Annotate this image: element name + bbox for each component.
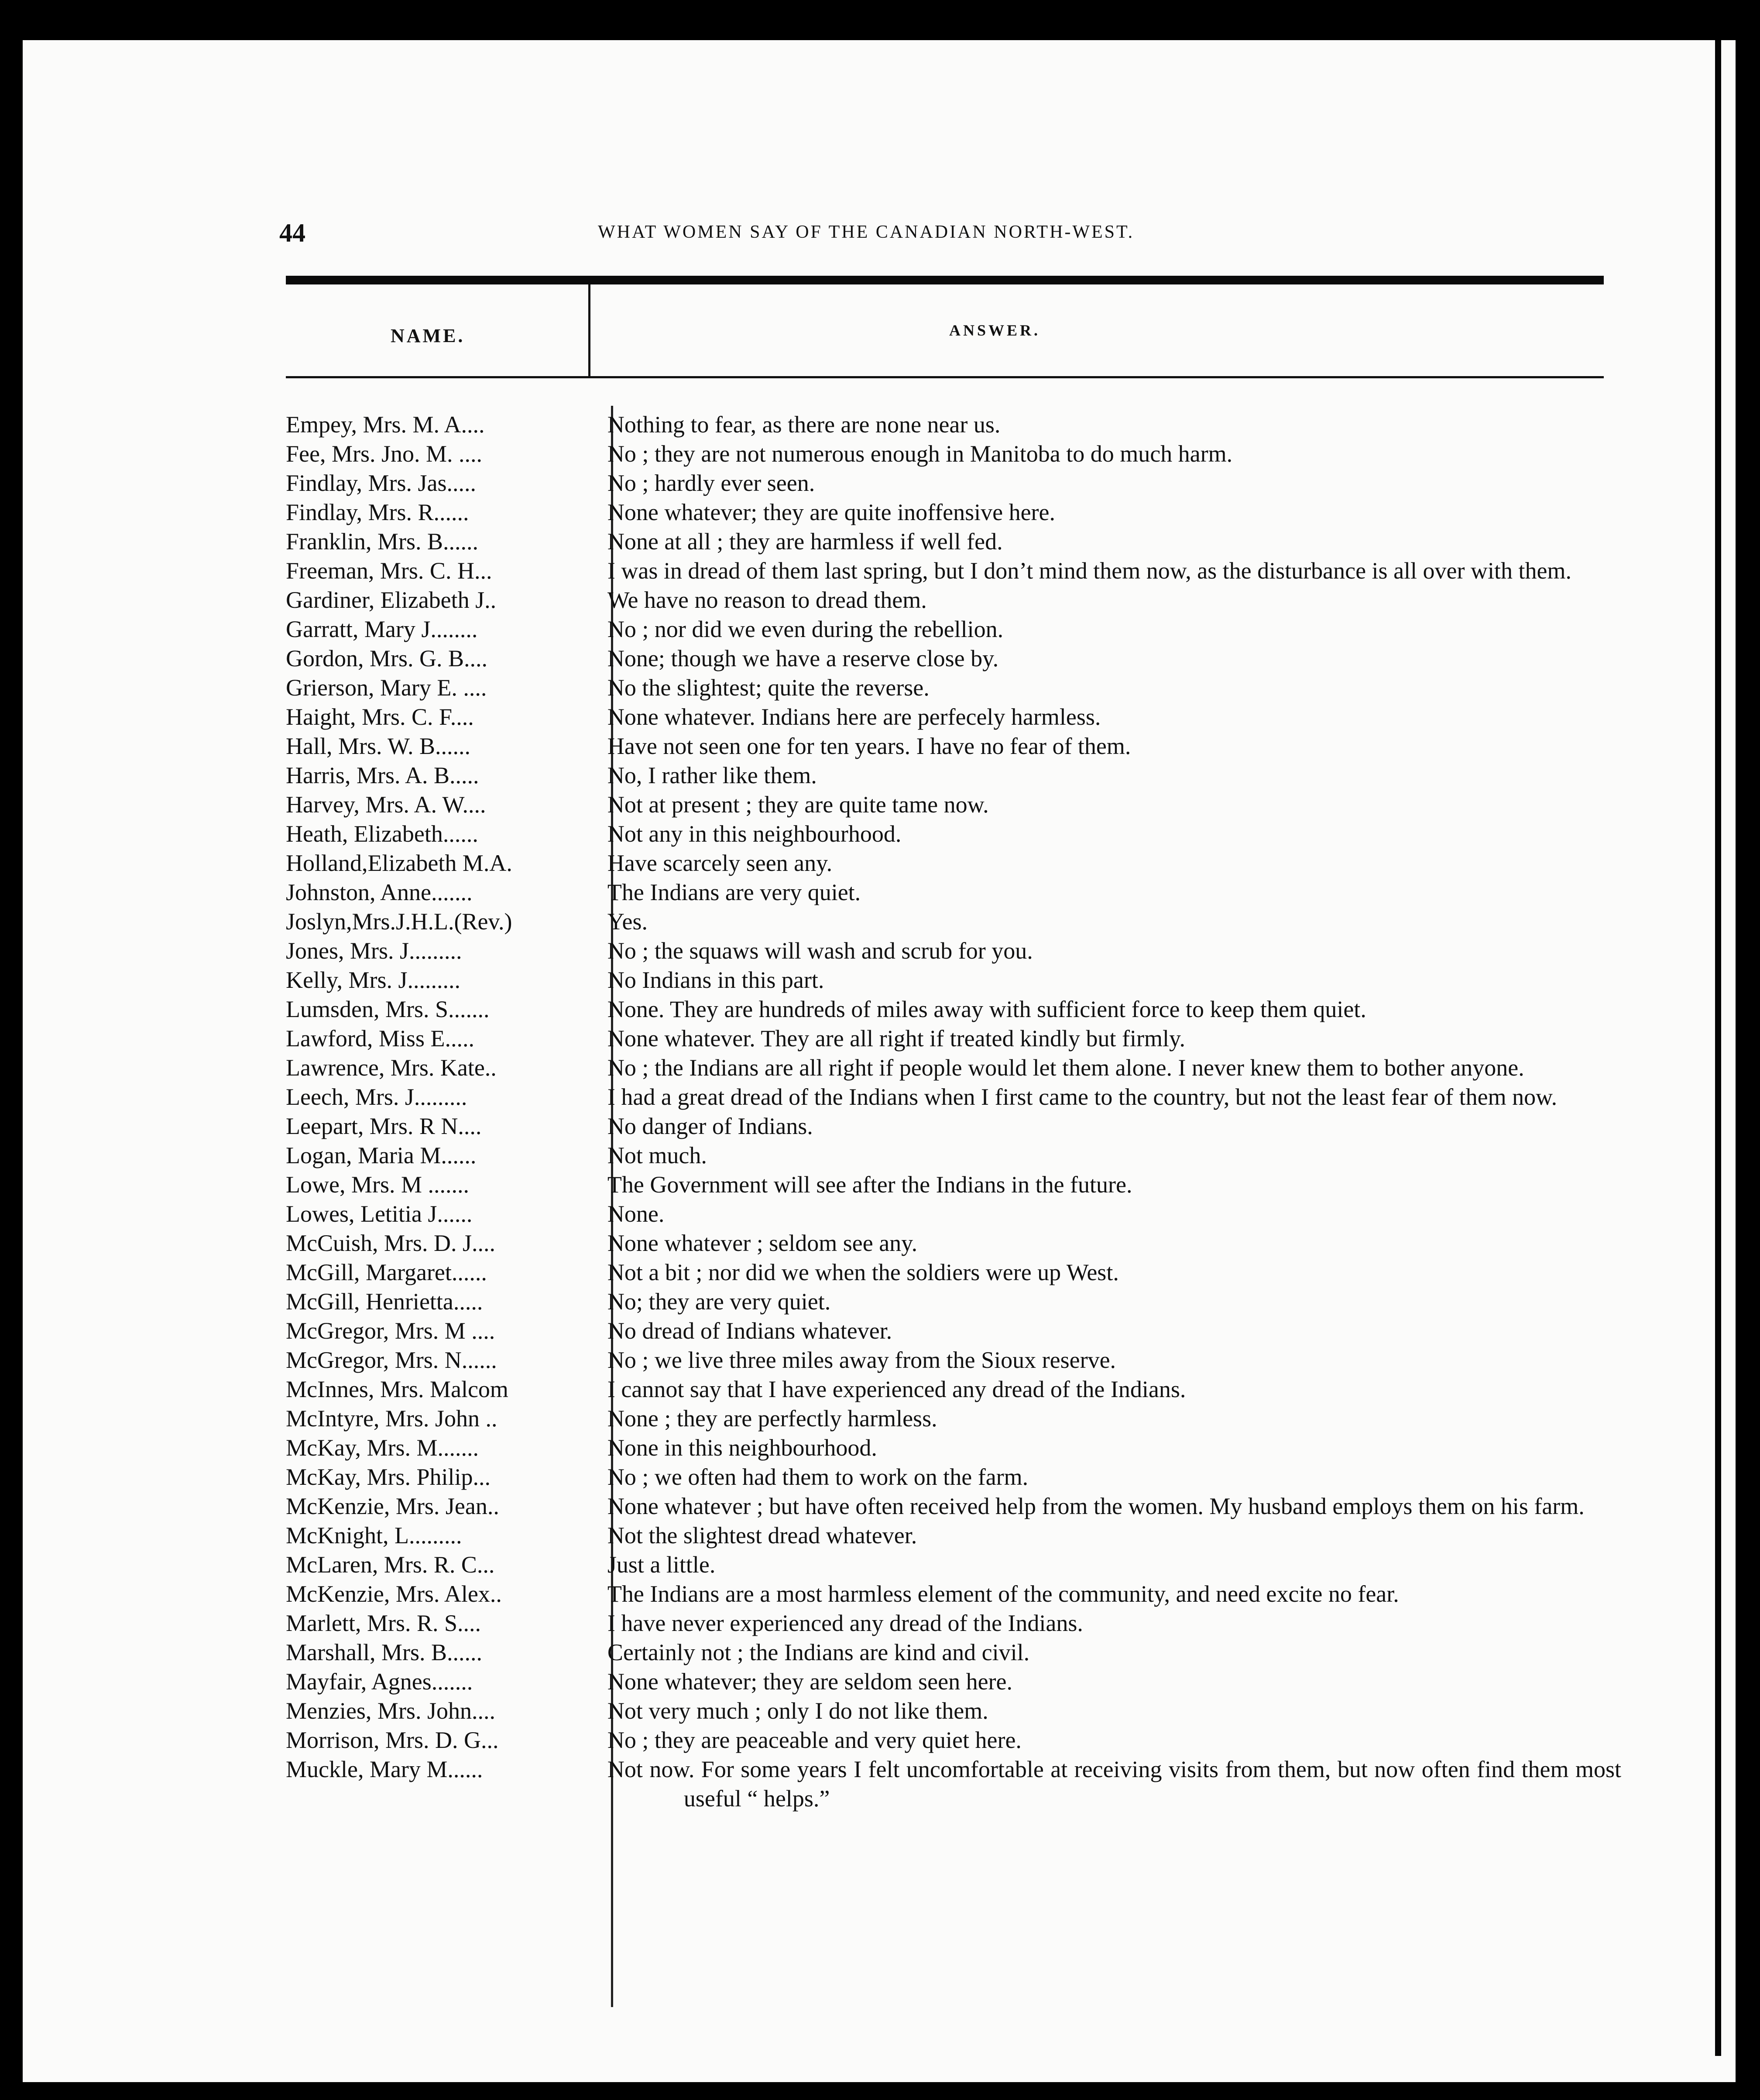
respondent-answer: The Indians are very quiet. [607, 879, 861, 905]
page-number: 44 [279, 219, 305, 247]
respondent-name: McKenzie, Mrs. Alex.. [286, 1581, 502, 1607]
respondent-answer: No ; we often had them to work on the farm. [607, 1464, 1029, 1490]
respondent-answer: Nothing to fear, as there are none near us. [607, 411, 1001, 438]
respondent-name: McInnes, Mrs. Malcom [286, 1376, 508, 1402]
respondent-answer: No danger of Indians. [607, 1113, 813, 1139]
table-row [286, 1170, 1621, 1199]
table-row [286, 1229, 1621, 1258]
respondent-name: McKay, Mrs. Philip... [286, 1464, 491, 1490]
respondent-answer: No the slightest; quite the reverse. [607, 675, 930, 701]
table-row [286, 1463, 1621, 1492]
table-row [286, 1521, 1621, 1550]
respondent-name: Lawford, Miss E..... [286, 1025, 474, 1052]
column-headings [286, 284, 1604, 378]
respondent-answer: I have never experienced any dread of the Indians. [607, 1610, 1083, 1636]
respondent-answer: None whatever. Indians here are perfecely harmless. [607, 704, 1101, 730]
respondent-answer: None in this neighbourhood. [607, 1435, 877, 1461]
respondent-name: Lawrence, Mrs. Kate.. [286, 1055, 497, 1081]
table-row [286, 1375, 1621, 1404]
table-row [286, 410, 1621, 439]
respondent-answer: Have not seen one for ten years. I have no fear of them. [607, 733, 1131, 759]
respondent-name: McKay, Mrs. M....... [286, 1435, 479, 1461]
respondent-name: McGregor, Mrs. M .... [286, 1318, 495, 1344]
respondent-answer: No ; they are not numerous enough in Manitoba to do much harm. [607, 441, 1233, 467]
table-row [286, 1492, 1621, 1521]
respondent-name: McKnight, L......... [286, 1522, 462, 1548]
respondent-answer: Not at present ; they are quite tame now. [607, 791, 989, 818]
respondent-answer: No ; they are peaceable and very quiet here. [607, 1727, 1022, 1753]
table-row [286, 673, 1621, 702]
respondent-answer: None at all ; they are harmless if well fed. [607, 528, 1003, 555]
respondent-name: Franklin, Mrs. B...... [286, 528, 479, 555]
respondent-answer: The Government will see after the Indians in the future. [607, 1172, 1132, 1198]
respondent-answer: Not the slightest dread whatever. [607, 1522, 917, 1548]
table-row [286, 1726, 1621, 1755]
respondent-name: McLaren, Mrs. R. C... [286, 1552, 495, 1578]
respondent-name: Harris, Mrs. A. B..... [286, 762, 479, 788]
table-row [286, 527, 1621, 556]
respondent-name: McGill, Henrietta..... [286, 1288, 483, 1315]
respondent-name: Johnston, Anne....... [286, 879, 473, 905]
column-heading-answer: ANSWER. [949, 322, 1041, 339]
respondent-answer: We have no reason to dread them. [607, 587, 927, 613]
respondent-answer: No Indians in this part. [607, 967, 824, 993]
table-row [286, 1024, 1621, 1053]
table-row [286, 439, 1621, 469]
respondent-answer: None whatever. They are all right if treated kindly but firmly. [607, 1025, 1185, 1052]
table-row [286, 1433, 1621, 1463]
respondent-answer: I was in dread of them last spring, but I don’t mind them now, as the disturbance is all over with them. [607, 558, 1571, 584]
table-row [286, 761, 1621, 790]
column-heading-name: NAME. [391, 325, 465, 346]
respondent-name: McGregor, Mrs. N...... [286, 1347, 497, 1373]
response-table [286, 410, 1621, 1813]
table-row [286, 1112, 1621, 1141]
respondent-name: Grierson, Mary E. .... [286, 675, 487, 701]
table-row [286, 702, 1621, 732]
respondent-answer: None whatever ; seldom see any. [607, 1230, 918, 1256]
respondent-name: Gardiner, Elizabeth J.. [286, 587, 497, 613]
respondent-answer: No ; the squaws will wash and scrub for you. [607, 938, 1033, 964]
respondent-name: Garratt, Mary J........ [286, 616, 478, 642]
running-head: WHAT WOMEN SAY OF THE CANADIAN NORTH-WEST. [598, 222, 1135, 242]
table-row [286, 936, 1621, 966]
table-row [286, 1755, 1621, 1813]
table-row [286, 907, 1621, 936]
respondent-answer: No; they are very quiet. [607, 1288, 831, 1315]
respondent-name: Harvey, Mrs. A. W.... [286, 791, 486, 818]
respondent-answer: None whatever; they are seldom seen here. [607, 1668, 1013, 1695]
respondent-answer: Just a little. [607, 1552, 716, 1578]
respondent-name: Empey, Mrs. M. A.... [286, 411, 485, 438]
column-divider [588, 284, 590, 376]
respondent-answer: No ; hardly ever seen. [607, 470, 815, 496]
respondent-name: Haight, Mrs. C. F.... [286, 704, 474, 730]
table-row [286, 819, 1621, 849]
respondent-name: McIntyre, Mrs. John .. [286, 1405, 497, 1432]
respondent-name: Lowes, Letitia J...... [286, 1201, 473, 1227]
respondent-name: Jones, Mrs. J......... [286, 938, 462, 964]
respondent-answer: I cannot say that I have experienced any dread of the Indians. [607, 1376, 1186, 1402]
respondent-name: Leech, Mrs. J......... [286, 1084, 467, 1110]
respondent-name: McCuish, Mrs. D. J.... [286, 1230, 496, 1256]
table-row [286, 849, 1621, 878]
respondent-answer: None. [607, 1201, 665, 1227]
table-row [286, 1550, 1621, 1579]
respondent-name: Kelly, Mrs. J......... [286, 967, 460, 993]
respondent-name: Fee, Mrs. Jno. M. .... [286, 441, 483, 467]
respondent-answer: No dread of Indians whatever. [607, 1318, 892, 1344]
respondent-answer: Not a bit ; nor did we when the soldiers were up West. [607, 1259, 1119, 1285]
respondent-name: Mayfair, Agnes....... [286, 1668, 473, 1695]
respondent-answer: Not much. [607, 1142, 707, 1168]
table-row [286, 498, 1621, 527]
respondent-name: McGill, Margaret...... [286, 1259, 487, 1285]
table-row [286, 1638, 1621, 1667]
respondent-answer: The Indians are a most harmless element of the community, and need excite no fear. [607, 1581, 1399, 1607]
table-row [286, 790, 1621, 819]
table-row [286, 966, 1621, 995]
respondent-name: McKenzie, Mrs. Jean.. [286, 1493, 499, 1519]
respondent-name: Marshall, Mrs. B...... [286, 1639, 482, 1665]
respondent-answer: No, I rather like them. [607, 762, 817, 788]
respondent-name: Findlay, Mrs. Jas..... [286, 470, 477, 496]
respondent-answer: No ; nor did we even during the rebellion. [607, 616, 1004, 642]
header-rule [286, 276, 1604, 284]
table-row [286, 1667, 1621, 1696]
table-row [286, 644, 1621, 673]
respondent-name: Joslyn,Mrs.J.H.L.(Rev.) [286, 908, 512, 935]
respondent-name: Gordon, Mrs. G. B.... [286, 645, 488, 671]
table-row [286, 1316, 1621, 1346]
respondent-name: Lumsden, Mrs. S....... [286, 996, 490, 1022]
respondent-answer: Have scarcely seen any. [607, 850, 833, 876]
respondent-name: Morrison, Mrs. D. G... [286, 1727, 499, 1753]
respondent-answer: No ; the Indians are all right if people would let them alone. I never knew them to bother anyone. [607, 1055, 1524, 1081]
respondent-answer: Certainly not ; the Indians are kind and civil. [607, 1639, 1030, 1665]
respondent-name: Lowe, Mrs. M ....... [286, 1172, 469, 1198]
respondent-name: Marlett, Mrs. R. S.... [286, 1610, 481, 1636]
respondent-name: Findlay, Mrs. R...... [286, 499, 469, 525]
respondent-answer: None whatever; they are quite inoffensive here. [607, 499, 1055, 525]
respondent-answer: Not any in this neighbourhood. [607, 821, 902, 847]
table-row [286, 586, 1621, 615]
table-row [286, 1199, 1621, 1229]
respondent-name: Freeman, Mrs. C. H... [286, 558, 492, 584]
respondent-answer: None; though we have a reserve close by. [607, 645, 999, 671]
table-row [286, 995, 1621, 1024]
table-row [286, 878, 1621, 907]
table-row [286, 1053, 1621, 1083]
table-row [286, 469, 1621, 498]
page-header [279, 218, 1606, 249]
respondent-answer: No ; we live three miles away from the Sioux reserve. [607, 1347, 1116, 1373]
respondent-name: Heath, Elizabeth...... [286, 821, 478, 847]
table-row [286, 1083, 1621, 1112]
respondent-answer: Not very much ; only I do not like them. [607, 1698, 988, 1724]
table-row [286, 1609, 1621, 1638]
respondent-name: Holland,Elizabeth M.A. [286, 850, 512, 876]
respondent-answer: None ; they are perfectly harmless. [607, 1405, 937, 1432]
respondent-name: Logan, Maria M...... [286, 1142, 477, 1168]
table-row [286, 1346, 1621, 1375]
page-edge-rule [1715, 40, 1721, 2056]
respondent-answer: Yes. [607, 908, 648, 935]
table-row [286, 1579, 1621, 1609]
respondent-answer: None. They are hundreds of miles away with sufficient force to keep them quiet. [607, 996, 1366, 1022]
table-row [286, 1287, 1621, 1316]
respondent-name: Leepart, Mrs. R N.... [286, 1113, 482, 1139]
table-row [286, 1696, 1621, 1726]
table-row [286, 1404, 1621, 1433]
table-row [286, 1141, 1621, 1170]
respondent-name: Muckle, Mary M...... [286, 1756, 483, 1782]
respondent-name: Menzies, Mrs. John.... [286, 1698, 495, 1724]
respondent-answer: None whatever ; but have often received help from the women. My husband employs them on his farm. [607, 1493, 1585, 1519]
table-row [286, 615, 1621, 644]
respondent-answer: I had a great dread of the Indians when I first came to the country, but not the least fear of them now. [607, 1084, 1558, 1110]
table-row [286, 1258, 1621, 1287]
table-row [286, 732, 1621, 761]
table-row [286, 556, 1621, 586]
respondent-answer: Not now. For some years I felt uncomfortable at receiving visits from them, but now often find them most useful “ helps.” [607, 1756, 1621, 1812]
respondent-name: Hall, Mrs. W. B...... [286, 733, 471, 759]
